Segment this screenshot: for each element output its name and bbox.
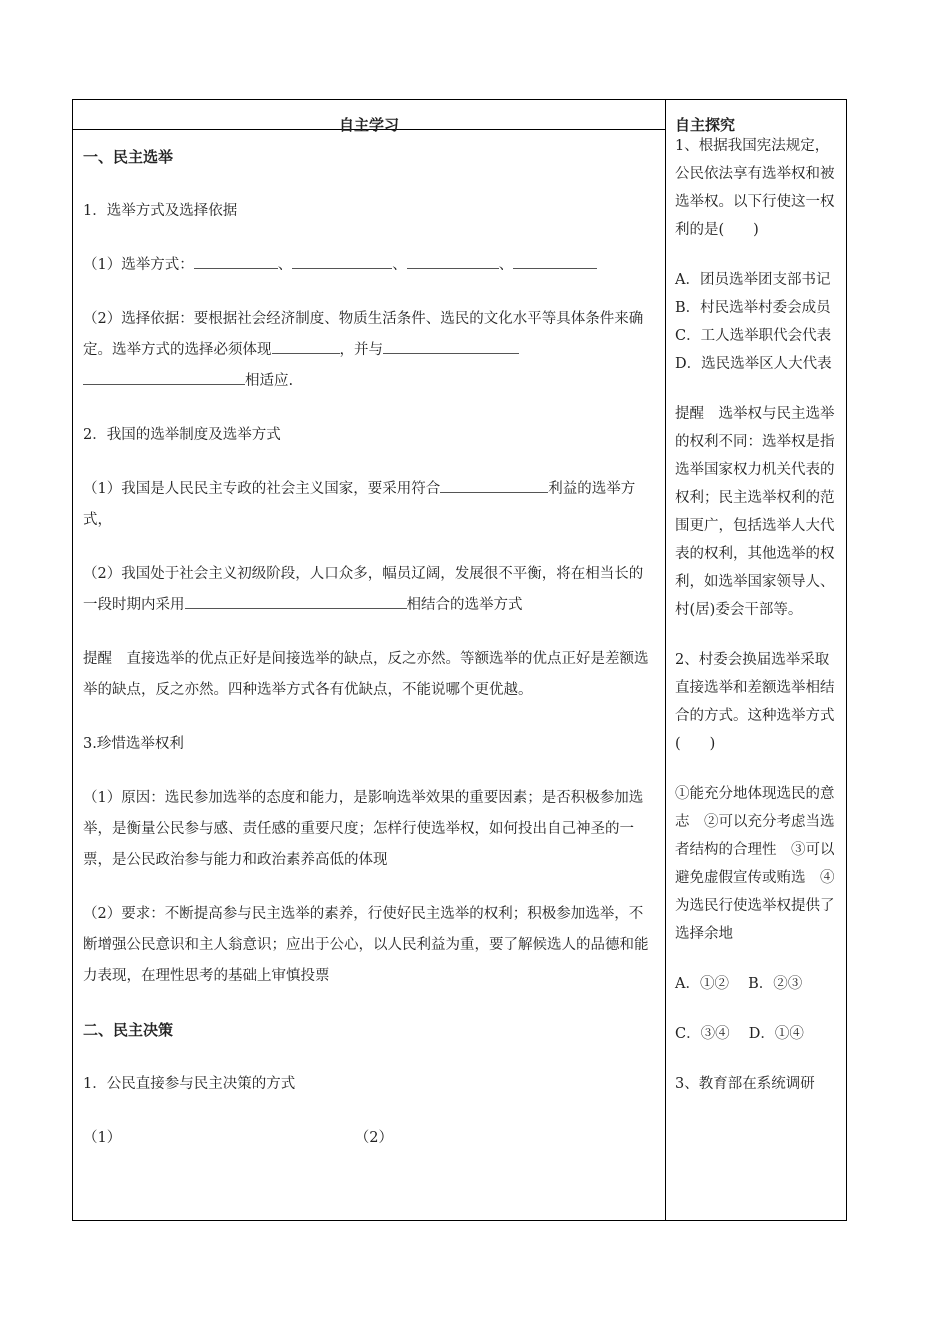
decision-methods-row [83, 1123, 613, 1154]
section-title-decision: 二、民主决策 [83, 1021, 174, 1039]
question-1-options: A．团员选举团支部书记 B．村民选举村委会成员 C．工人选举职代会代表 D．选民选举区人大代表 [675, 272, 846, 372]
right-tip-note: 提醒 选举权与民主选举的权利不同：选举权是指选举国家权力机关代表的权利；民主选举权利的范围更广，包括选举人大代表的权利，其他选举的权利，如选举国家领导人、村(居)委会干部等。 [675, 406, 835, 618]
subsection-cherish-rights: 3.珍惜选举权利 [83, 736, 184, 752]
cherish-reason: （1）原因：选民参加选举的态度和能力，是影响选举效果的重要因素；是否积极参加选举，是衡量公民参与感、责任感的重要尺度；怎样行使选举权，如何投出自己神圣的一票，是公民政治参与能力和政治素养高低的体现 [83, 790, 644, 868]
cherish-requirement: （2）要求：不断提高参与民主选举的素养，行使好民主选举的权利；积极参加选举，不断增强公民意识和主人翁意识；应出于公心，以人民利益为重，要了解候选人的品德和能力表现，在理性思考的基础上审慎投票 [83, 906, 649, 984]
decision-item-2: （2） [354, 1130, 393, 1146]
china-system-point1: （1）我国是人民民主专政的社会主义国家，要采用符合 利益的选举方式， [83, 474, 653, 536]
question-2-items: ①能充分地体现选民的意志 ②可以充分考虑当选者结构的合理性 ③可以避免虚假宣传或贿选 ④为选民行使选举权提供了选择余地 [675, 786, 835, 942]
blank [292, 252, 392, 269]
header-self-study: 自主学习 [338, 116, 399, 134]
blank [407, 252, 499, 269]
subsection-china-system: 2．我国的选举制度及选举方式 [83, 427, 281, 443]
question-2-options-ab: A．①② B．②③ [675, 976, 803, 992]
header-self-explore: 自主探究 [675, 116, 736, 134]
subsection-election-methods: 1．选举方式及选择依据 [83, 203, 238, 219]
blank [194, 252, 278, 269]
question-1: 1、根据我国宪法规定，公民依法享有选举权和被选举权。以下行使这一权利的是( ) [675, 138, 835, 238]
blank [83, 368, 245, 385]
election-basis: （2）选择依据：要根据社会经济制度、物质生活条件、选民的文化水平等具体条件来确定。选举方式的选择必须体现 ，并与 相适应. [83, 311, 644, 389]
question-2-options-cd: C．③④ D．①④ [675, 1026, 804, 1042]
subsection-decision-methods: 1．公民直接参与民主决策的方式 [83, 1076, 296, 1092]
blank [383, 337, 519, 354]
china-system-point2: （2）我国处于社会主义初级阶段，人口众多，幅员辽阔，发展很不平衡，将在相当长的一段时期内采用 相结合的选举方式 [83, 566, 644, 613]
blank [272, 337, 340, 354]
blank [513, 252, 597, 269]
question-3: 3、教育部在系统调研 [675, 1076, 815, 1092]
election-methods-blanks: （1）选举方式： 、 、 、 [83, 250, 653, 281]
question-2: 2、村委会换届选举采取直接选举和差额选举相结合的方式。这种选举方式( ) [675, 652, 835, 752]
decision-item-1: （1） [83, 1130, 122, 1146]
self-explore-column [675, 132, 846, 1220]
blank [440, 476, 548, 493]
column-divider [665, 99, 666, 1221]
section-title-election: 一、民主选举 [83, 148, 174, 166]
self-study-column [83, 142, 653, 1154]
tip-note: 提醒 直接选举的优点正好是间接选举的缺点，反之亦然。等额选举的优点正好是差额选举的缺点，反之亦然。四种选举方式各有优缺点，不能说哪个更优越。 [83, 651, 649, 698]
blank [185, 592, 407, 609]
